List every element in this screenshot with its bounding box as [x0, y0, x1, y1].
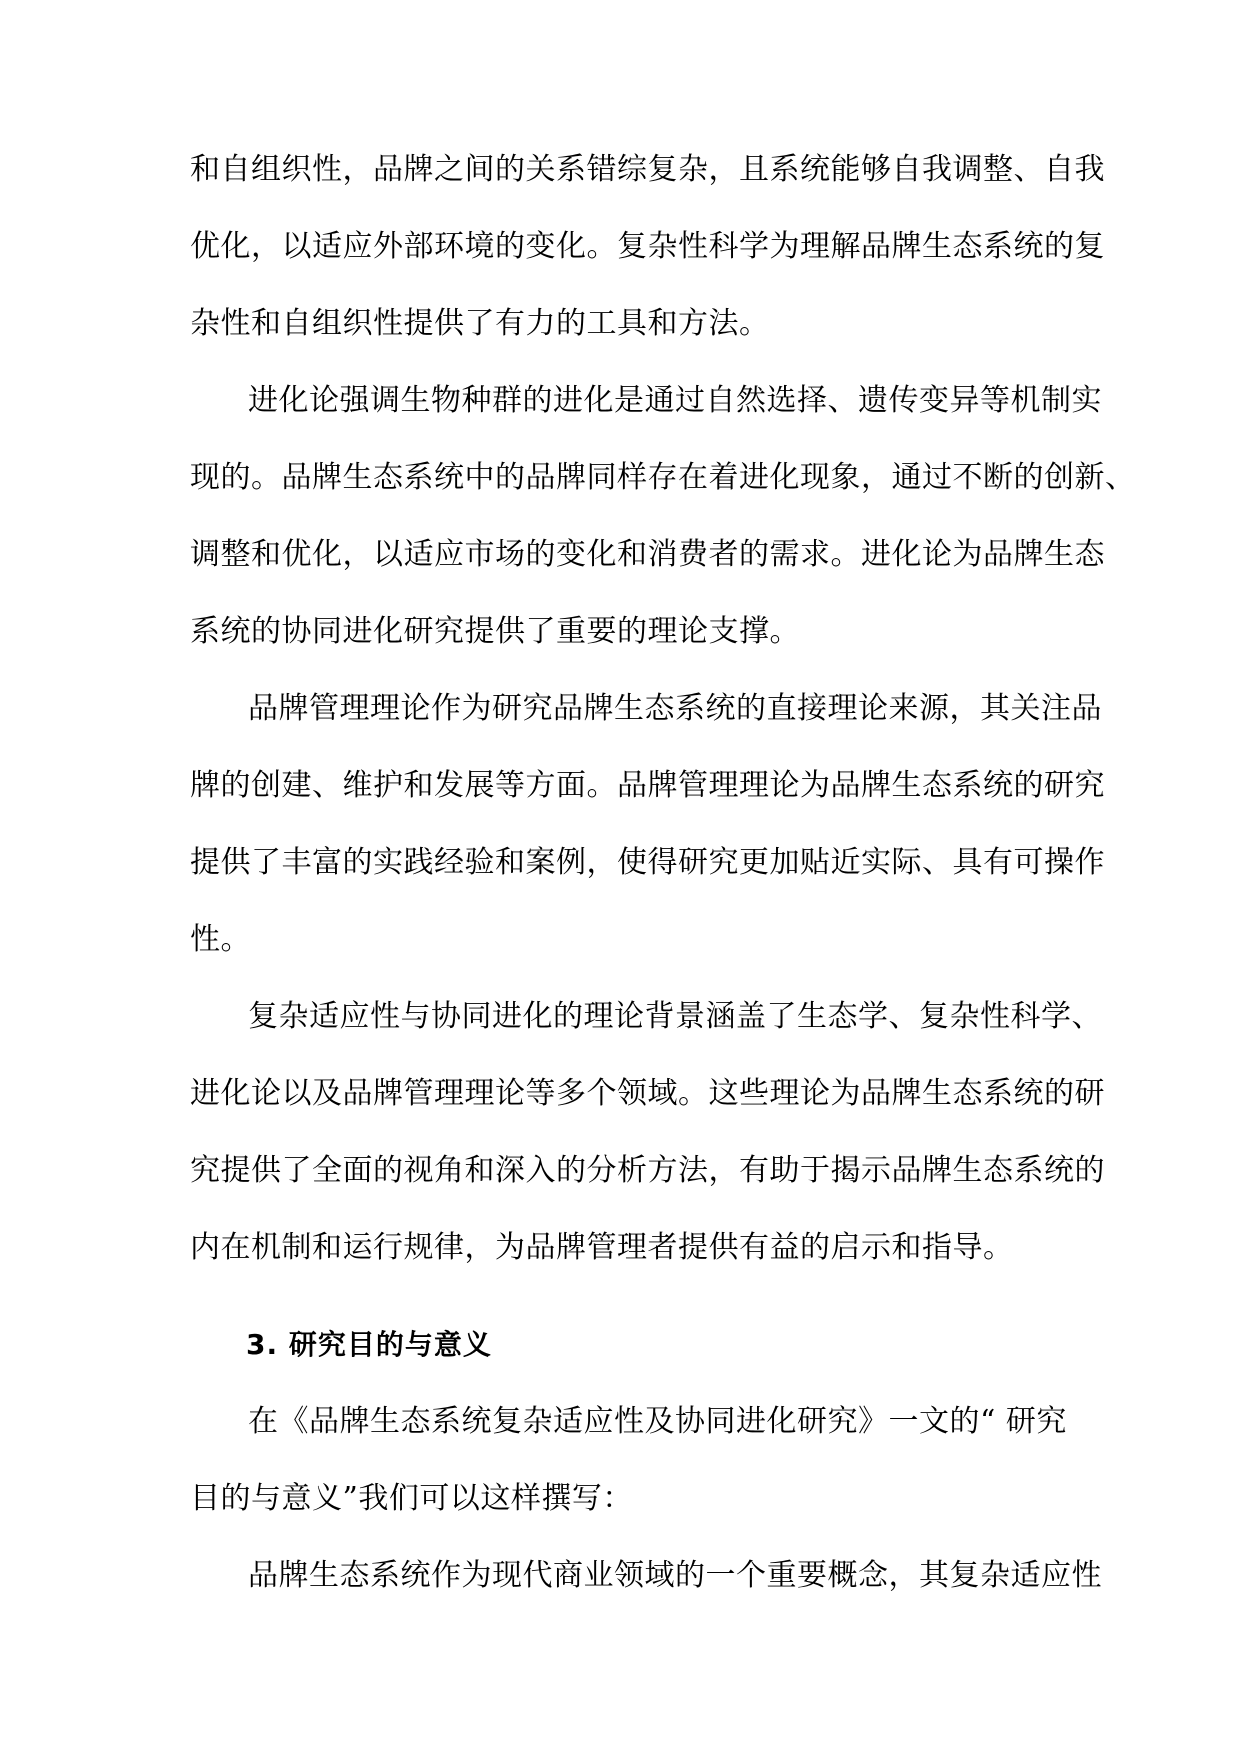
paragraph-line: 优化，以适应外部环境的变化。复杂性科学为理解品牌生态系统的复: [190, 229, 1105, 264]
paragraph-line: 内在机制和运行规律，为品牌管理者提供有益的启示和指导。: [190, 1230, 1014, 1265]
paragraph-line: 品牌管理理论作为研究品牌生态系统的直接理论来源，其关注品: [248, 691, 1102, 726]
paragraph-line: 在《品牌生态系统复杂适应性及协同进化研究》一文的“ 研究: [248, 1404, 1067, 1439]
paragraph-line: 性。: [190, 922, 251, 957]
paragraph-line: 目的与意义”我们可以这样撰写：: [190, 1481, 633, 1516]
paragraph-line: 和自组织性，品牌之间的关系错综复杂，且系统能够自我调整、自我: [190, 152, 1105, 187]
section-heading: 3. 研究目的与意义: [246, 1328, 492, 1361]
paragraph-line: 调整和优化，以适应市场的变化和消费者的需求。进化论为品牌生态: [190, 537, 1105, 572]
paragraph-line: 进化论以及品牌管理理论等多个领域。这些理论为品牌生态系统的研: [190, 1076, 1105, 1111]
paragraph-line: 究提供了全面的视角和深入的分析方法，有助于揭示品牌生态系统的: [190, 1153, 1105, 1188]
paragraph-line: 杂性和自组织性提供了有力的工具和方法。: [190, 306, 770, 341]
paragraph-line: 系统的协同进化研究提供了重要的理论支撑。: [190, 614, 800, 649]
paragraph-line: 提供了丰富的实践经验和案例，使得研究更加贴近实际、具有可操作: [190, 845, 1105, 880]
paragraph-line: 牌的创建、维护和发展等方面。品牌管理理论为品牌生态系统的研究: [190, 768, 1105, 803]
paragraph-line: 复杂适应性与协同进化的理论背景涵盖了生态学、复杂性科学、: [248, 999, 1102, 1034]
paragraph-line: 现的。品牌生态系统中的品牌同样存在着进化现象，通过不断的创新、: [190, 460, 1136, 495]
paragraph-line: 品牌生态系统作为现代商业领域的一个重要概念，其复杂适应性: [248, 1558, 1102, 1593]
paragraph-line: 进化论强调生物种群的进化是通过自然选择、遗传变异等机制实: [248, 383, 1102, 418]
